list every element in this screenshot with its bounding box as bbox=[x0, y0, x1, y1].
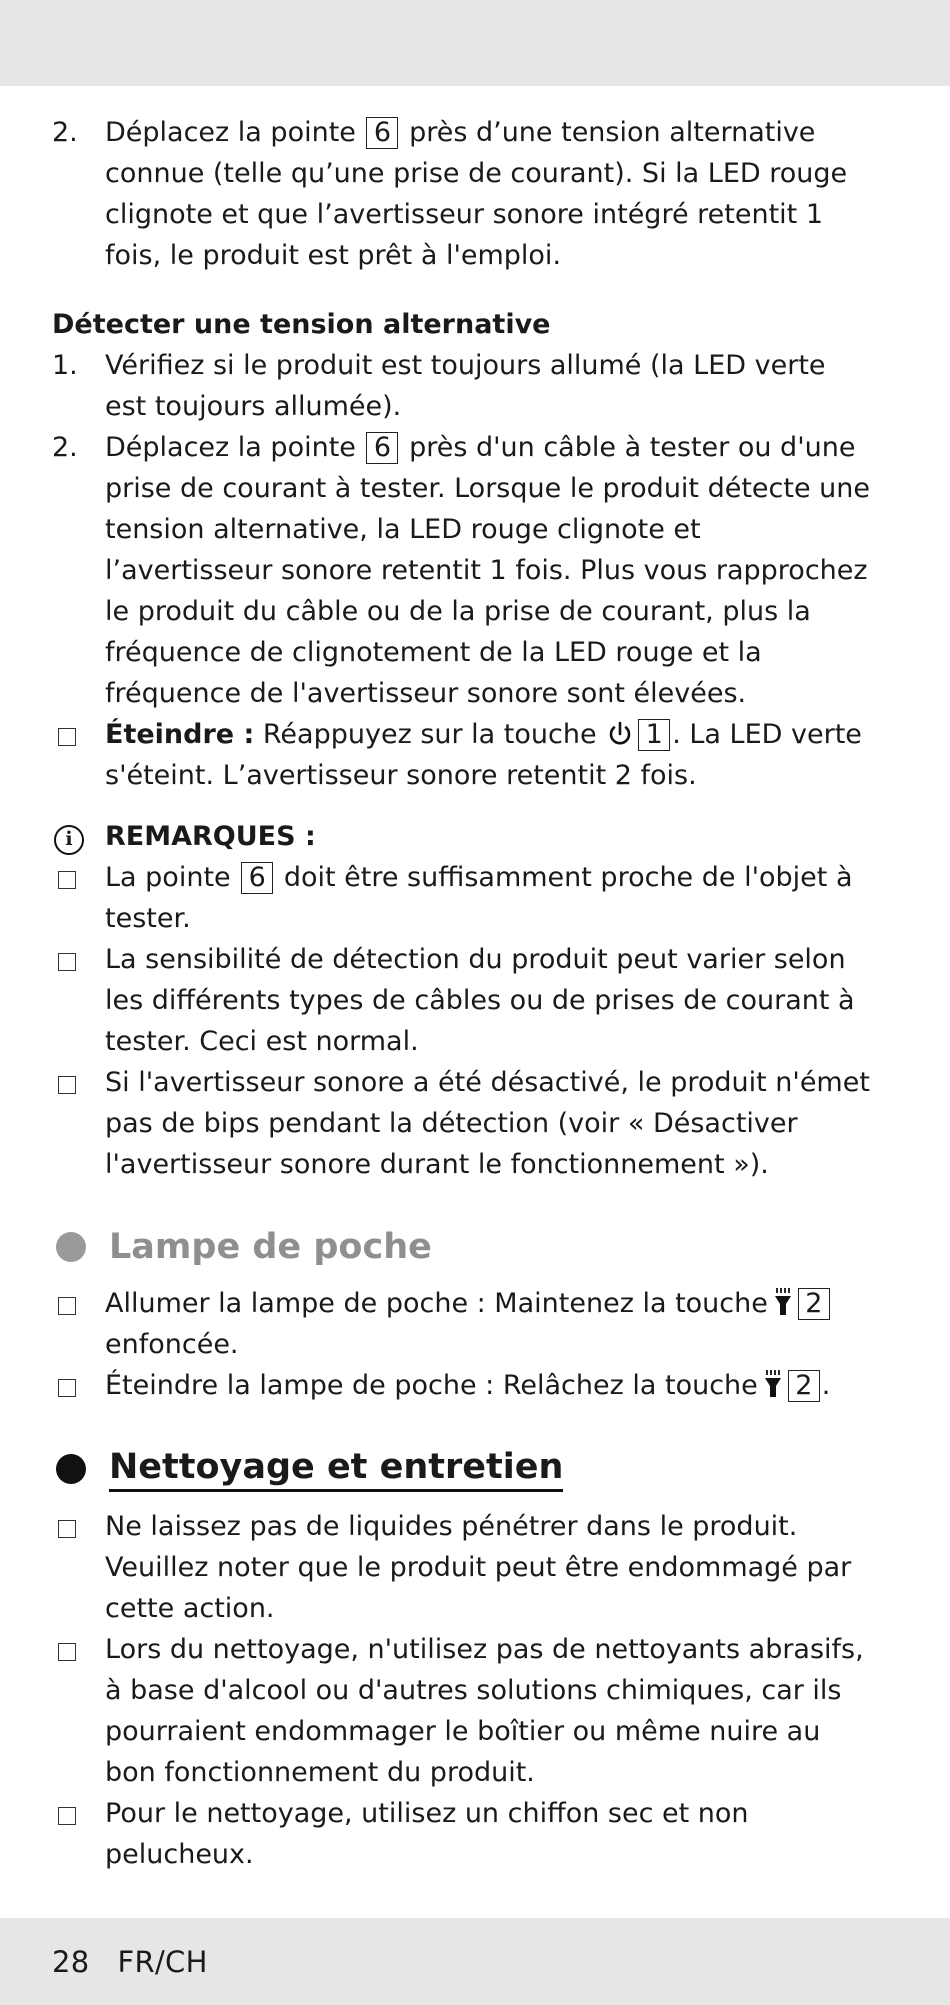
detect-step-1 bbox=[52, 345, 872, 427]
checkbox-bullet bbox=[58, 1520, 76, 1538]
cleaning-text: Ne laissez pas de liquides pénétrer dans le produit. Veuillez noter que le produit peut être endommagé par cette action. bbox=[105, 1511, 852, 1624]
checkbox-bullet bbox=[58, 1379, 76, 1397]
checkbox-bullet bbox=[58, 1807, 76, 1825]
part-reference-6: 6 bbox=[366, 117, 398, 149]
step-text-part: près d'un câble à tester ou d'une prise de courant à tester. Lorsque le produit détecte une tension alternative, la LED rouge clignote et l’avertisseur sonore retentit 1 fois. Plus vous rapprochez le produit du câble ou de la prise de courant, plus la fréquence de clignotement de la LED rouge et la fréquence de l'avertisseur sonore sont élevées. bbox=[105, 432, 871, 709]
off-instruction bbox=[52, 714, 872, 796]
step-text-part: Déplacez la pointe bbox=[105, 432, 365, 463]
remark-item-1 bbox=[52, 857, 872, 939]
flashlight-on-part: Allumer la lampe de poche : Maintenez la touche bbox=[105, 1288, 768, 1319]
flashlight-on-text bbox=[105, 1283, 872, 1365]
checkbox-bullet bbox=[58, 1076, 76, 1094]
locale-label: FR/CH bbox=[117, 1945, 208, 1979]
page-content bbox=[52, 112, 872, 1875]
flashlight-icon bbox=[762, 1369, 784, 1399]
cleaning-text: Pour le nettoyage, utilisez un chiffon sec et non pelucheux. bbox=[105, 1798, 749, 1870]
page-footer bbox=[52, 1944, 208, 1980]
section-bullet-icon bbox=[56, 1454, 86, 1484]
remark-text: Si l'avertisseur sonore a été désactivé, le produit n'émet pas de bips pendant la détection (voir « Désactiver l'avertisseur sonore durant le fonctionnement »). bbox=[105, 1067, 870, 1180]
remarks-heading-row bbox=[52, 816, 872, 857]
flashlight-off-part: Éteindre la lampe de poche : Relâchez la touche bbox=[105, 1370, 758, 1401]
flashlight-heading-row bbox=[52, 1225, 872, 1269]
flashlight-off-text bbox=[105, 1365, 872, 1409]
part-reference-2: 2 bbox=[788, 1370, 820, 1402]
flashlight-heading: Lampe de poche bbox=[109, 1227, 432, 1267]
off-text-part: . La LED verte s'éteint. L’avertisseur sonore retentit 2 fois. bbox=[105, 719, 862, 791]
power-icon bbox=[607, 720, 633, 748]
step-number: 1. bbox=[52, 350, 78, 381]
checkbox-bullet bbox=[58, 1297, 76, 1315]
flashlight-on-item bbox=[52, 1283, 872, 1365]
cleaning-heading: Nettoyage et entretien bbox=[109, 1445, 563, 1492]
detect-heading: Détecter une tension alternative bbox=[52, 309, 551, 340]
step-text bbox=[105, 112, 872, 276]
off-text bbox=[105, 714, 872, 796]
checkbox-bullet bbox=[58, 871, 76, 889]
step-text-part: Déplacez la pointe bbox=[105, 117, 365, 148]
remarks-heading: REMARQUES : bbox=[105, 821, 316, 852]
remark-item-3 bbox=[52, 1062, 872, 1185]
checkbox-bullet bbox=[58, 953, 76, 971]
cleaning-text: Lors du nettoyage, n'utilisez pas de nettoyants abrasifs, à base d'alcool ou d'autres solutions chimiques, car ils pourraient endommager le boîtier ou même nuire au bon fonctionnement du produit. bbox=[105, 1634, 864, 1788]
flashlight-icon bbox=[772, 1287, 794, 1317]
part-reference-1: 1 bbox=[638, 719, 670, 751]
remark-text: La sensibilité de détection du produit peut varier selon les différents types de câbles ou de prises de courant à tester. Ceci est normal. bbox=[105, 944, 855, 1057]
info-icon: i bbox=[54, 825, 84, 855]
remark-text-part: doit être suffisamment proche de l'objet à tester. bbox=[105, 862, 853, 934]
step-text bbox=[105, 427, 872, 714]
step-number: 2. bbox=[52, 117, 78, 148]
intro-step bbox=[52, 112, 872, 276]
page-number: 28 bbox=[52, 1945, 90, 1979]
remark-text-part: La pointe bbox=[105, 862, 240, 893]
step-number: 2. bbox=[52, 432, 78, 463]
cleaning-heading-row bbox=[52, 1445, 872, 1492]
remark-item-2 bbox=[52, 939, 872, 1062]
step-text: Vérifiez si le produit est toujours allumé (la LED verte est toujours allumée). bbox=[105, 350, 826, 422]
part-reference-6: 6 bbox=[366, 432, 398, 464]
part-reference-6: 6 bbox=[241, 862, 273, 894]
off-label: Éteindre : bbox=[105, 719, 255, 750]
step-text-part: près d’une tension alternative connue (telle qu’une prise de courant). Si la LED rouge clignote et que l’avertisseur sonore intégré retentit 1 fois, le produit est prêt à l'emploi. bbox=[105, 117, 848, 271]
remark-text bbox=[105, 857, 872, 939]
checkbox-bullet bbox=[58, 728, 76, 746]
checkbox-bullet bbox=[58, 1643, 76, 1661]
cleaning-item-3 bbox=[52, 1793, 872, 1875]
cleaning-item-2 bbox=[52, 1629, 872, 1793]
flashlight-off-part: . bbox=[821, 1370, 831, 1401]
top-band bbox=[0, 0, 950, 86]
cleaning-item-1 bbox=[52, 1506, 872, 1629]
off-text-part: Réappuyez sur la touche bbox=[254, 719, 606, 750]
detect-step-2 bbox=[52, 427, 872, 714]
part-reference-2: 2 bbox=[798, 1288, 830, 1320]
flashlight-off-item bbox=[52, 1365, 872, 1409]
section-bullet-icon bbox=[56, 1232, 86, 1262]
flashlight-on-part: enfoncée. bbox=[105, 1329, 239, 1360]
